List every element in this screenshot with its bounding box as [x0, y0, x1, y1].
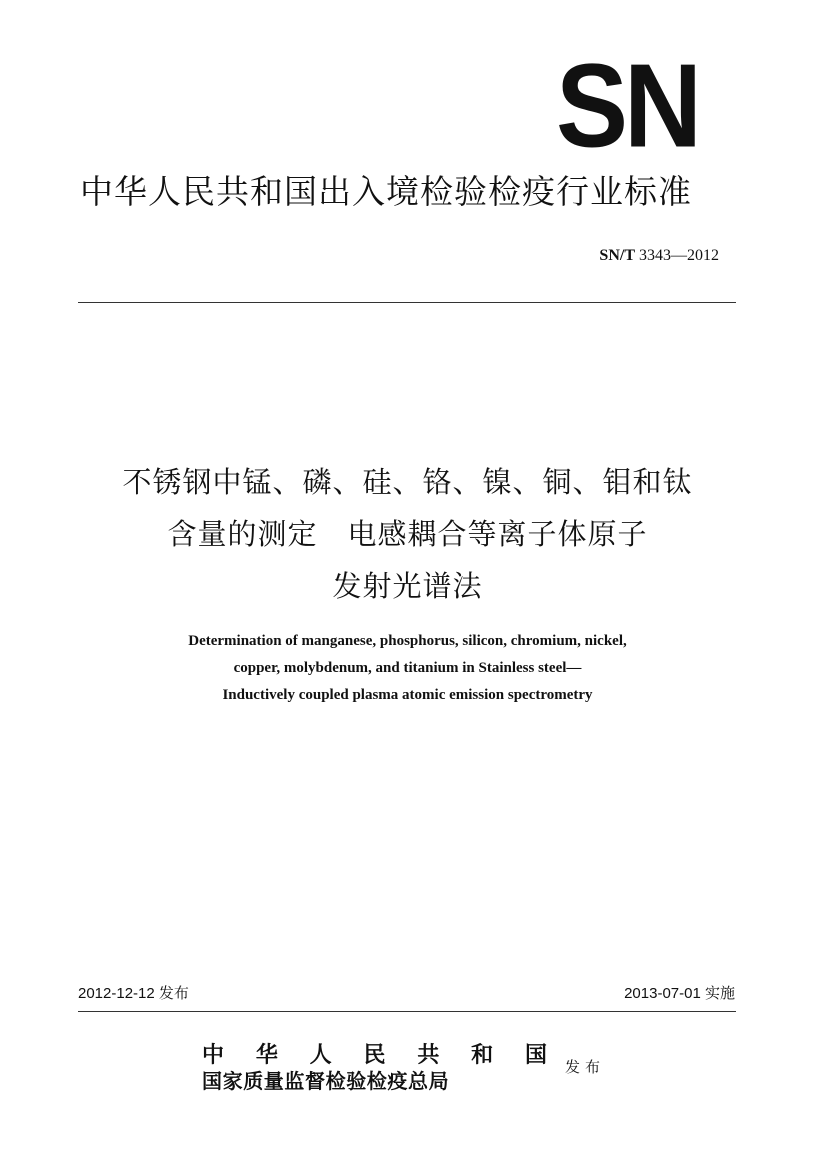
issuer-char: 华 — [255, 1042, 278, 1068]
sn-logo: SN — [555, 38, 698, 173]
issuer-char: 和 — [471, 1042, 494, 1068]
issuer-char: 国 — [524, 1042, 547, 1068]
issue-date: 2012-12-12 发布 — [78, 985, 189, 1002]
english-title — [60, 628, 755, 709]
bottom-divider — [78, 1011, 736, 1012]
chinese-title-line: 不锈钢中锰、磷、硅、铬、镍、铜、钼和钛 — [122, 465, 693, 499]
chinese-title-line: 发射光谱法 — [332, 569, 483, 603]
issuer-char: 中 — [202, 1042, 225, 1068]
issuer-agency: 国家质量监督检验检疫总局 — [202, 1069, 450, 1093]
standard-code — [599, 245, 719, 267]
standard-code-number: 3343—2012 — [639, 247, 719, 264]
issuer-char: 人 — [309, 1042, 332, 1068]
chinese-title-line: 含量的测定 电感耦合等离子体原子 — [167, 517, 648, 551]
implementation-date: 2013-07-01 实施 — [624, 985, 735, 1002]
english-title-line: Determination of manganese, phosphorus, silicon, chromium, nickel, — [188, 633, 627, 649]
chinese-title — [60, 456, 755, 612]
issuer-char: 共 — [417, 1042, 440, 1068]
english-title-line: copper, molybdenum, and titanium in Stainless steel— — [233, 660, 582, 676]
top-divider — [78, 302, 736, 303]
issuer-publish-word: 发布 — [565, 1058, 606, 1076]
standard-code-prefix: SN/T — [599, 247, 635, 264]
standard-class-heading: 中华人民共和国出入境检验检疫行业标准 — [80, 172, 692, 211]
english-title-line: Inductively coupled plasma atomic emission spectrometry — [222, 687, 593, 703]
issuer-char: 民 — [363, 1042, 386, 1068]
issuer-country — [202, 1042, 547, 1068]
